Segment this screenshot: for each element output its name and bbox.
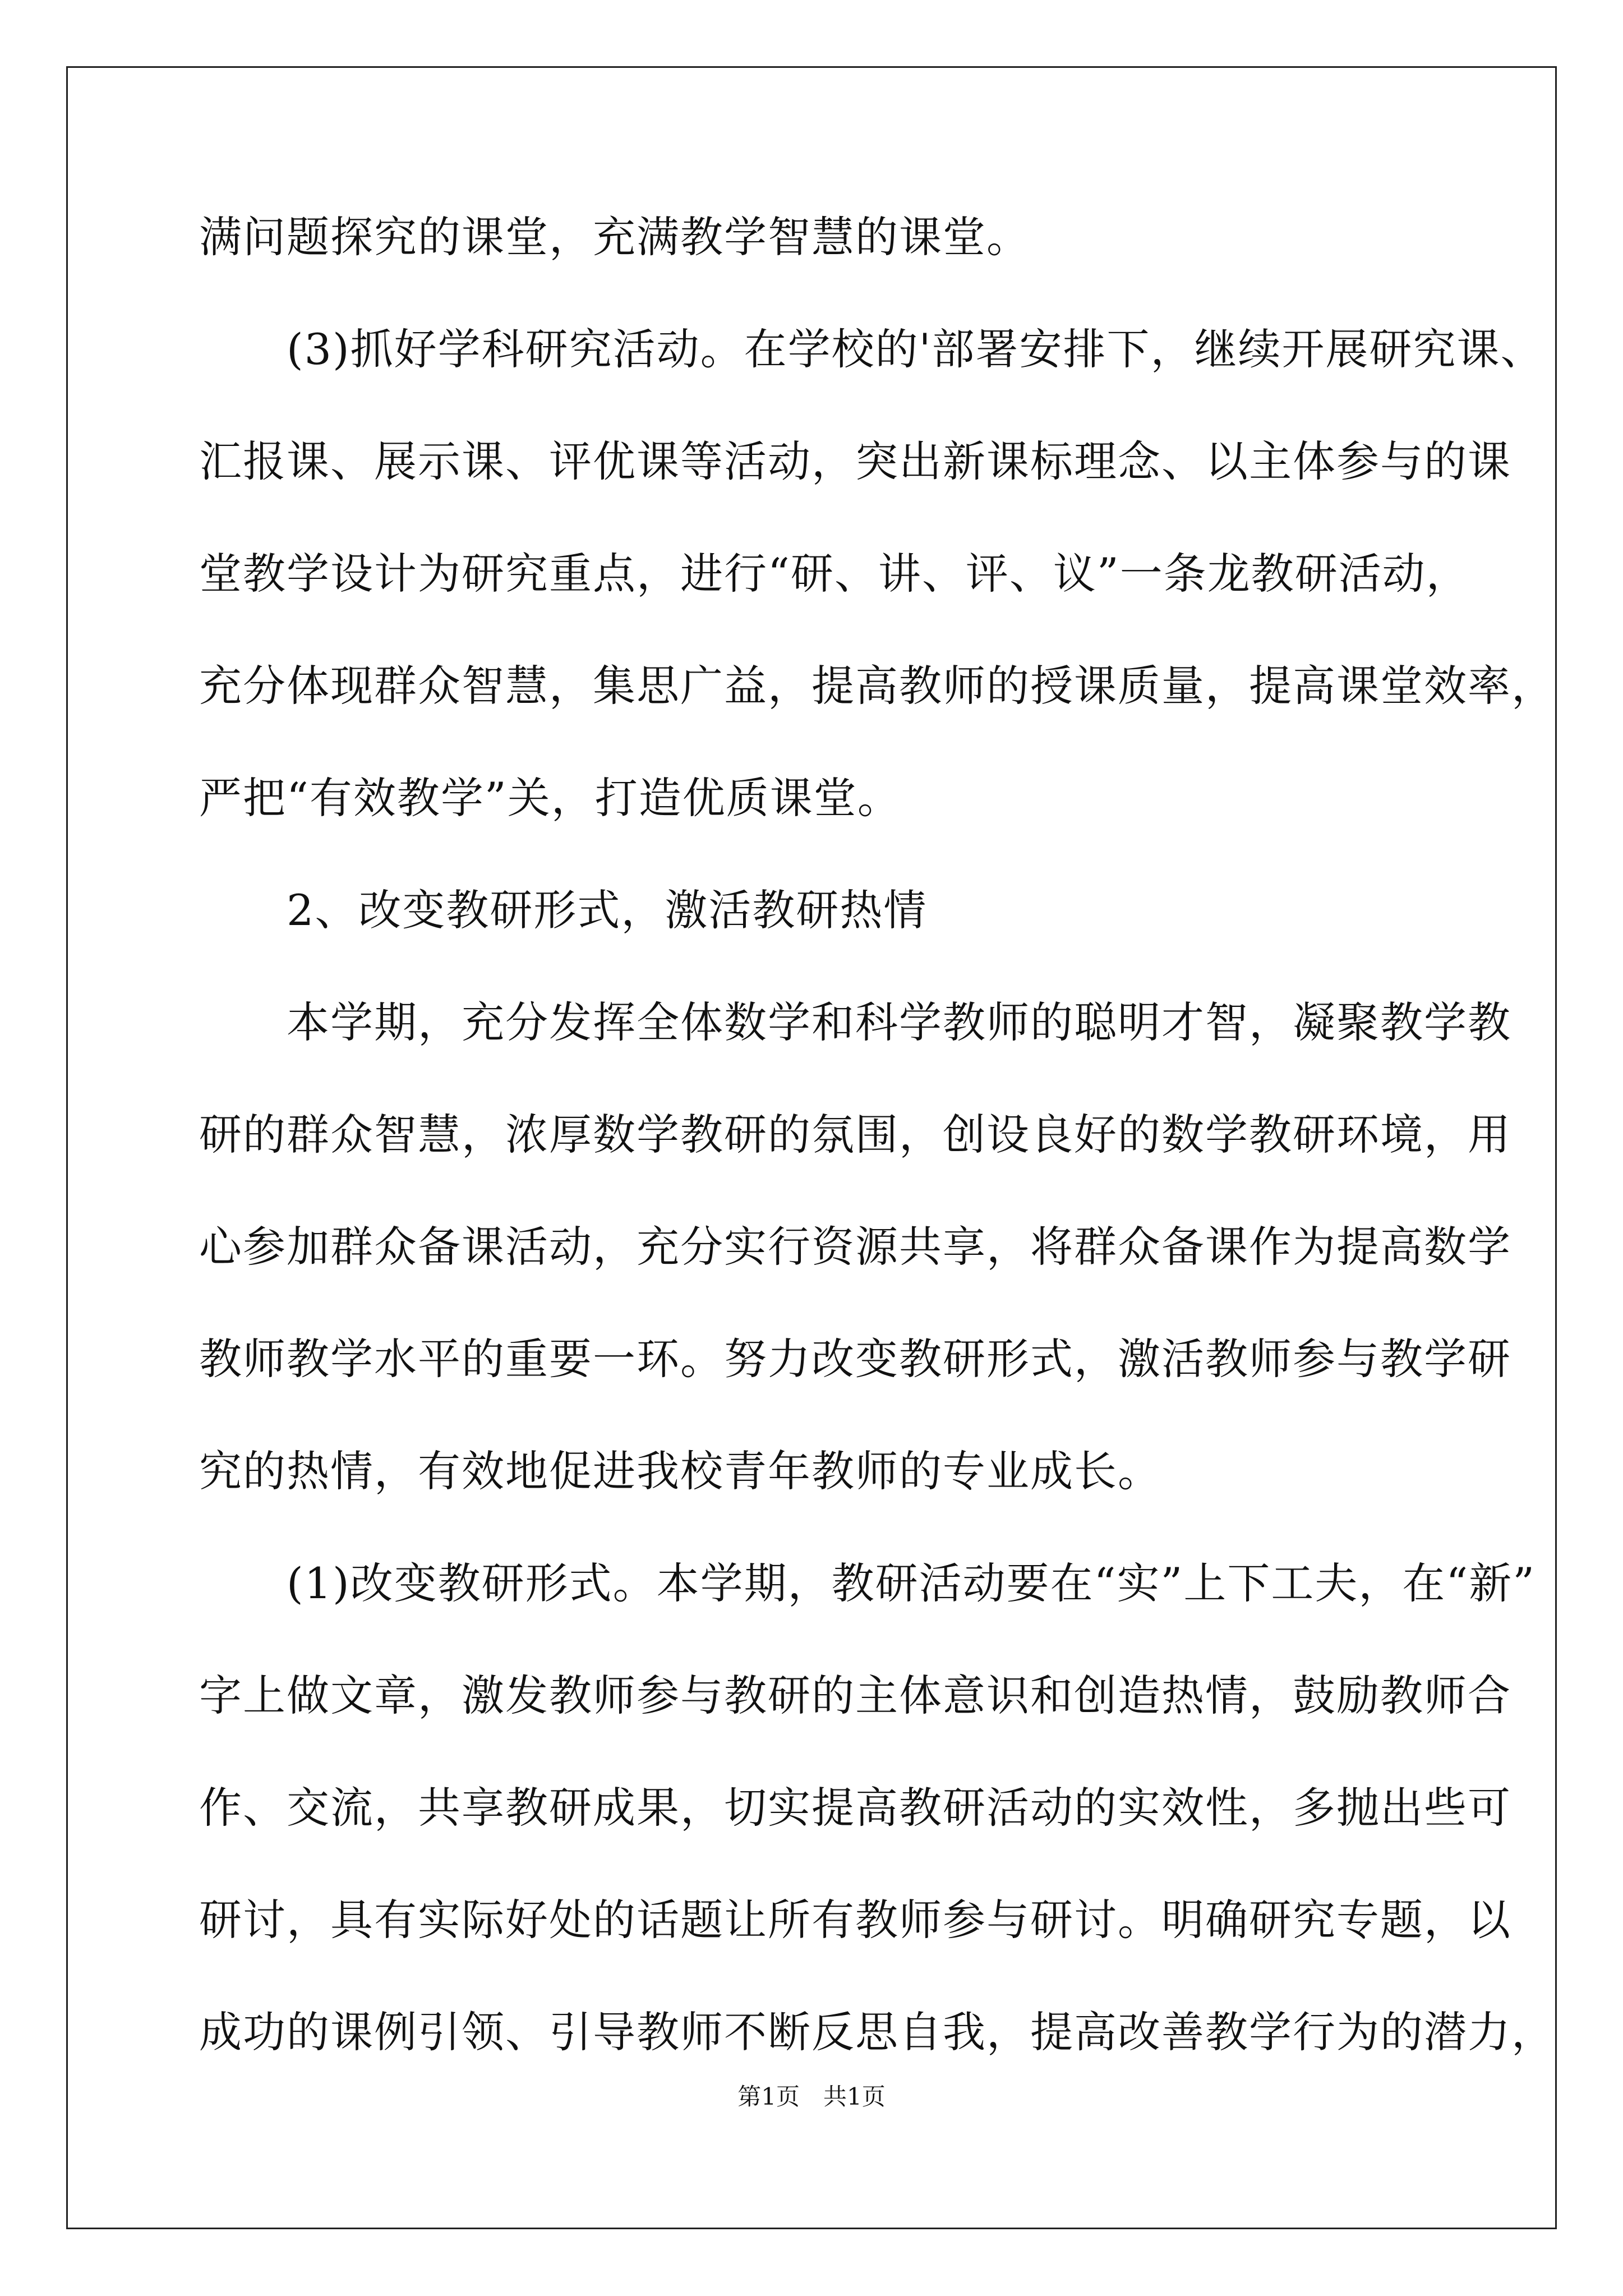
text-line: 汇报课、展示课、评优课等活动，突出新课标理念、以主体参与的课 [199,436,1511,486]
text-line: (1)改变教研形式。本学期，教研活动要在“实”上下工夫，在“新” [199,1558,1536,1608]
text-line: 严把“有效教学”关，打造优质课堂。 [199,773,901,823]
text-line: 满问题探究的课堂，充满教学智慧的课堂。 [199,212,1030,262]
text-line: 成功的课例引领、引导教师不断反思自我，提高改善教学行为的潜力， [199,2007,1555,2057]
text-line: 究的热情，有效地促进我校青年教师的专业成长。 [199,1446,1161,1496]
text-line: 字上做文章，激发教师参与教研的主体意识和创造热情，鼓励教师合 [199,1671,1511,1720]
page-footer: 第1页 共1页 [737,2083,886,2110]
text-line: 研的群众智慧，浓厚数学教研的氛围，创设良好的数学教研环境，用 [199,1110,1511,1159]
text-line: 研讨，具有实际好处的话题让所有教师参与研讨。明确研究专题，以 [199,1895,1511,1945]
text-line: 教师教学水平的重要一环。努力改变教研形式，激活教师参与教学研 [199,1334,1511,1384]
text-line: 作、交流，共享教研成果，切实提高教研活动的实效性，多抛出些可 [199,1783,1511,1833]
text-line: 本学期，充分发挥全体数学和科学教师的聪明才智，凝聚教学教 [199,997,1511,1047]
text-line: (3)抓好学科研究活动。在学校的'部署安排下，继续开展研究课、 [199,324,1544,374]
text-line: 心参加群众备课活动，充分实行资源共享，将群众备课作为提高数学 [199,1222,1511,1272]
text-line: 2、改变教研形式，激活教研热情 [199,885,928,935]
text-line: 充分体现群众智慧，集思广益，提高教师的授课质量，提高课堂效率， [199,661,1555,711]
text-line: 堂教学设计为研究重点，进行“研、讲、评、议”一条龙教研活动， [199,549,1470,599]
